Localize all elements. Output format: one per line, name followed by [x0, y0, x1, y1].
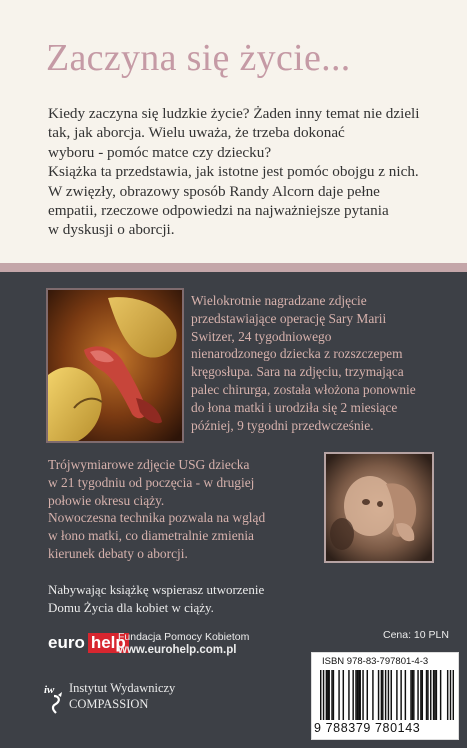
publisher-logo-mark: iw — [44, 684, 55, 696]
barcode-bar — [396, 670, 397, 720]
publisher-line2: COMPASSION — [69, 696, 149, 711]
barcode-bar — [436, 670, 437, 720]
barcode-bar — [410, 670, 411, 720]
publisher-text — [69, 681, 175, 712]
surgery-photo — [46, 288, 184, 443]
barcode-bar — [453, 670, 454, 720]
barcode-bar — [450, 670, 451, 720]
publisher-line1: Instytut Wydawniczy — [69, 681, 176, 695]
barcode-bar — [434, 670, 435, 720]
caption-line: połowie okresu ciąży. — [48, 492, 165, 508]
eurohelp-url: www.eurohelp.com.pl — [118, 644, 237, 656]
barcode-bar — [326, 670, 327, 720]
support-line: Nabywając książkę wspierasz utworzenie — [48, 582, 265, 597]
eurohelp-logo — [48, 633, 129, 653]
barcode-bar — [413, 670, 414, 720]
barcode-bar — [348, 670, 349, 720]
barcode-bar — [382, 670, 383, 720]
barcode-bar — [343, 670, 344, 720]
usg-caption — [48, 456, 318, 563]
publisher-logo-icon — [44, 682, 66, 714]
barcode-number: 9 788379 780143 — [314, 721, 421, 735]
barcode-bar — [381, 670, 382, 720]
intro-line: Kiedy zaczyna się ludzkie życie? Żaden inny temat nie dzieli — [48, 105, 420, 122]
barcode-bar — [327, 670, 328, 720]
barcode-bar — [447, 670, 448, 720]
barcode-bar — [385, 670, 386, 720]
barcode-bar — [333, 670, 334, 720]
barcode-bar — [412, 670, 413, 720]
usg-photo — [324, 452, 434, 563]
barcode-bar — [426, 670, 427, 720]
book-title: Zaczyna się życie... — [46, 37, 351, 79]
barcode-bars — [320, 670, 454, 720]
eurohelp-text — [118, 631, 249, 657]
barcode-bar — [338, 670, 339, 720]
barcode-bar — [323, 670, 324, 720]
eurohelp-logo-euro: euro — [48, 633, 85, 652]
support-line: Domu Życia dla kobiet w ciąży. — [48, 599, 214, 615]
divider-band — [0, 263, 467, 272]
barcode-bar — [378, 670, 379, 720]
barcode-bar — [427, 670, 428, 720]
barcode-bar — [400, 670, 401, 720]
caption-line: Nowoczesna technika pozwala na wgląd — [48, 510, 266, 526]
barcode-bar — [405, 670, 406, 720]
caption-line: palec chirurga, została włożona ponownie — [191, 381, 416, 397]
barcode-bar — [331, 670, 332, 720]
barcode-bar — [440, 670, 441, 720]
caption-line: w 21 tygodniu od poczęcia - w drugiej — [48, 474, 255, 490]
eurohelp-foundation: Fundacja Pomocy Kobietom — [118, 631, 250, 643]
caption-line: później, 9 tygodni przedwcześnie. — [191, 417, 374, 433]
barcode-bar — [352, 670, 353, 720]
support-text — [48, 581, 264, 616]
intro-line: Książka ta przedstawia, jak istotne jest pomóc obojgu z nich. — [48, 163, 419, 181]
intro-line: empatii, rzeczowe odpowiedzi na najważniejsze pytania — [48, 202, 389, 220]
barcode-bar — [433, 670, 434, 720]
eurohelp-logo-help: help — [88, 633, 129, 653]
barcode-bar — [420, 670, 421, 720]
barcode — [311, 652, 459, 740]
surgery-caption — [191, 292, 461, 434]
barcode-bar — [391, 670, 392, 720]
caption-line: w łono matki, co diametralnie zmienia — [48, 528, 254, 544]
barcode-bar — [359, 670, 360, 720]
caption-line: nienarodzonego dziecka z rozszczepem — [191, 346, 403, 362]
intro-line: w dyskusji o aborcji. — [48, 221, 175, 239]
intro-line: wyboru - pomóc matce czy dziecku? — [48, 143, 272, 161]
barcode-bar — [367, 670, 368, 720]
caption-line: kręgosłupa. Sara na zdjęciu, trzymająca — [191, 364, 404, 380]
caption-line: do łona matki i urodziła się 2 miesiące — [191, 399, 398, 415]
caption-line: kierunek debaty o aborcji. — [48, 545, 188, 561]
caption-line: Switzer, 24 tygodniowego — [191, 328, 332, 344]
caption-line: Trójwymiarowe zdjęcie USG dziecka — [48, 457, 250, 472]
caption-line: Wielokrotnie nagradzane zdjęcie — [191, 293, 367, 308]
intro-line: W zwięzły, obrazowy sposób Randy Alcorn daje pełne — [48, 182, 380, 200]
barcode-bar — [362, 670, 363, 720]
caption-line: przedstawiające operację Sary Marii — [191, 310, 387, 326]
barcode-bar — [388, 670, 389, 720]
barcode-bar — [430, 670, 431, 720]
barcode-bar — [372, 670, 373, 720]
barcode-bar — [358, 670, 359, 720]
intro-line: tak, jak aborcja. Wielu uważa, że trzeba dokonać — [48, 124, 345, 142]
barcode-bar — [357, 670, 358, 720]
barcode-bar — [422, 670, 423, 720]
barcode-bar — [320, 670, 321, 720]
barcode-bar — [355, 670, 356, 720]
price-label: Cena: 10 PLN — [383, 629, 449, 641]
barcode-bar — [417, 670, 418, 720]
intro-text — [48, 104, 448, 240]
barcode-bar — [328, 670, 329, 720]
isbn-label: ISBN 978-83-797801-4-3 — [322, 656, 429, 667]
